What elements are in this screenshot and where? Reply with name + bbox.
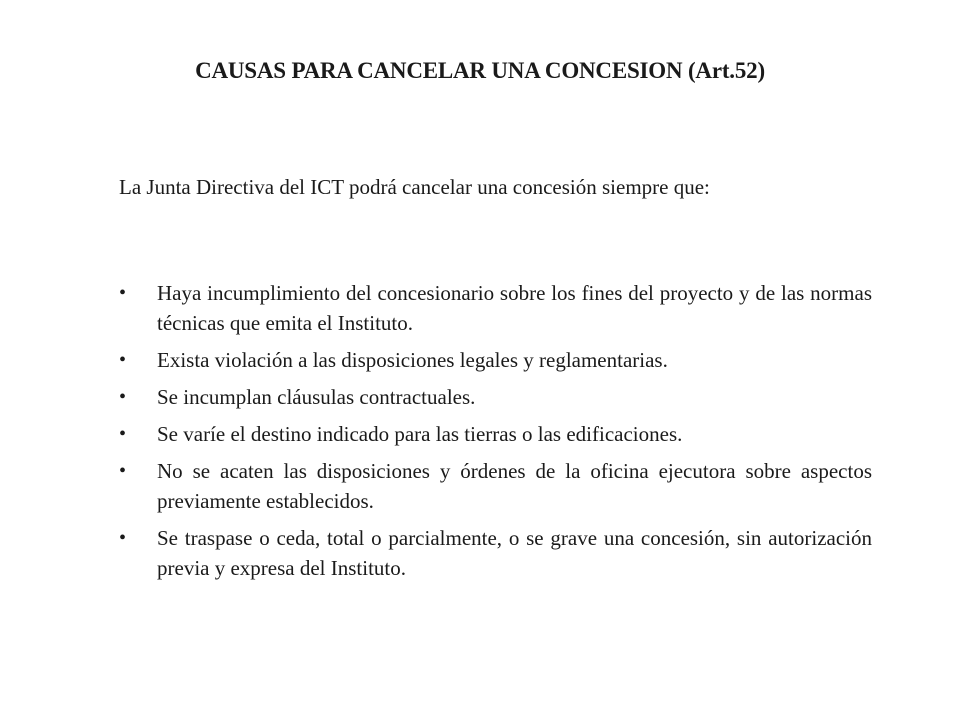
bullet-item-3 [119, 382, 872, 412]
bullet-item-5 [119, 456, 872, 516]
bullet-list [119, 278, 872, 590]
bullet-item-6 [119, 523, 872, 583]
bullet-text: Exista violación a las disposiciones legales y reglamentarias. [157, 348, 668, 372]
bullet-item-1 [119, 278, 872, 338]
bullet-icon: • [119, 423, 127, 445]
bullet-text: Haya incumplimiento del concesionario sobre los fines del proyecto y de las normas técnicas que emita el Instituto. [157, 281, 872, 335]
bullet-text: Se traspase o ceda, total o parcialmente, o se grave una concesión, sin autorización previa y expresa del Instituto. [157, 526, 872, 580]
bullet-text: Se incumplan cláusulas contractuales. [157, 385, 476, 409]
bullet-icon: • [119, 527, 127, 549]
bullet-icon: • [119, 386, 127, 408]
slide-title: CAUSAS PARA CANCELAR UNA CONCESION (Art.52) [195, 58, 765, 83]
bullet-item-4 [119, 419, 872, 449]
intro-text: La Junta Directiva del ICT podrá cancelar una concesión siempre que: [119, 175, 710, 199]
bullet-item-2 [119, 345, 872, 375]
bullet-icon: • [119, 282, 127, 304]
bullet-icon: • [119, 349, 127, 371]
bullet-text: Se varíe el destino indicado para las tierras o las edificaciones. [157, 422, 683, 446]
bullet-text: No se acaten las disposiciones y órdenes de la oficina ejecutora sobre aspectos previamente establecidos. [157, 459, 872, 513]
bullet-icon: • [119, 460, 127, 482]
